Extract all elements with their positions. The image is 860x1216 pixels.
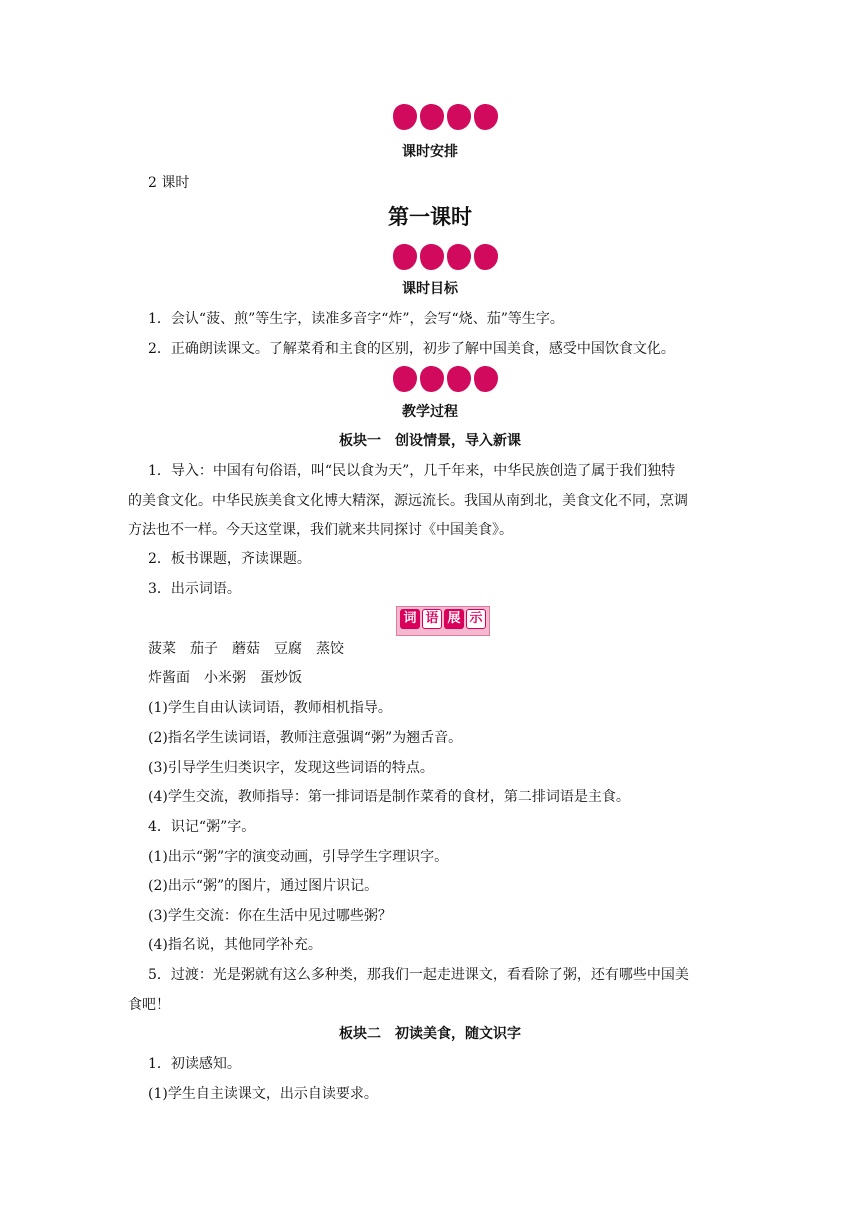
decorative-petals-icon: [390, 364, 500, 394]
intro-line: 方法也不一样。今天这堂课，我们就来共同探讨《中国美食》。: [128, 522, 513, 538]
block2-sub-step: (1)学生自主读课文，出示自读要求。: [148, 1086, 378, 1102]
sub-step: (1)学生自由认读词语，教师相机指导。: [148, 700, 392, 716]
badge-char: 词: [400, 609, 420, 629]
sub-step: (3)引导学生归类识字，发现这些词语的特点。: [148, 760, 434, 776]
goal-item: 2．正确朗读课文。了解菜肴和主食的区别，初步了解中国美食，感受中国饮食文化。: [148, 341, 675, 357]
block2-step-1: 1．初读感知。: [148, 1056, 241, 1072]
intro-line: 的美食文化。中华民族美食文化博大精深，源远流长。我国从南到北，美食文化不同，烹调: [128, 493, 688, 509]
block2-title: 板块二 初读美食，随文识字: [339, 1026, 521, 1042]
step-2: 2．板书课题，齐读课题。: [148, 551, 311, 567]
section-title-goals: 课时目标: [402, 281, 458, 297]
block1-title: 板块一 创设情景，导入新课: [339, 433, 521, 449]
step-5-cont: 食吧！: [128, 997, 170, 1013]
badge-char: 语: [422, 609, 442, 629]
sub-step: (2)出示“粥”的图片，通过图片识记。: [148, 878, 379, 894]
words-row-1: 菠菜 茄子 蘑菇 豆腐 蒸饺: [148, 641, 344, 657]
lesson-title: 第一课时: [388, 205, 472, 229]
intro-line: 1．导入：中国有句俗语，叫“民以食为天”，几千年来，中华民族创造了属于我们独特: [148, 463, 676, 479]
word-display-badge: [396, 606, 490, 636]
badge-char: 示: [466, 609, 486, 629]
sub-step: (4)学生交流，教师指导：第一排词语是制作菜肴的食材，第二排词语是主食。: [148, 789, 630, 805]
step-5: 5．过渡：光是粥就有这么多种类，那我们一起走进课文，看看除了粥，还有哪些中国美: [148, 967, 689, 983]
goal-item: 1．会认“菠、煎”等生字，读准多音字“炸”，会写“烧、茄”等生字。: [148, 311, 564, 327]
sub-step: (2)指名学生读词语，教师注意强调“粥”为翘舌音。: [148, 730, 463, 746]
step-3: 3．出示词语。: [148, 581, 241, 597]
badge-char: 展: [444, 609, 464, 629]
words-row-2: 炸酱面 小米粥 蛋炒饭: [148, 670, 302, 686]
schedule-text: 2 课时: [148, 175, 190, 191]
sub-step: (4)指名说，其他同学补充。: [148, 937, 322, 953]
section-title-schedule: 课时安排: [402, 144, 458, 160]
sub-step: (1)出示“粥”字的演变动画，引导学生字理识字。: [148, 849, 449, 865]
decorative-petals-icon: [390, 242, 500, 272]
step-4: 4．识记“粥”字。: [148, 819, 256, 835]
decorative-petals-icon: [390, 102, 500, 132]
sub-step: (3)学生交流：你在生活中见过哪些粥？: [148, 908, 392, 924]
section-title-process: 教学过程: [402, 404, 458, 420]
